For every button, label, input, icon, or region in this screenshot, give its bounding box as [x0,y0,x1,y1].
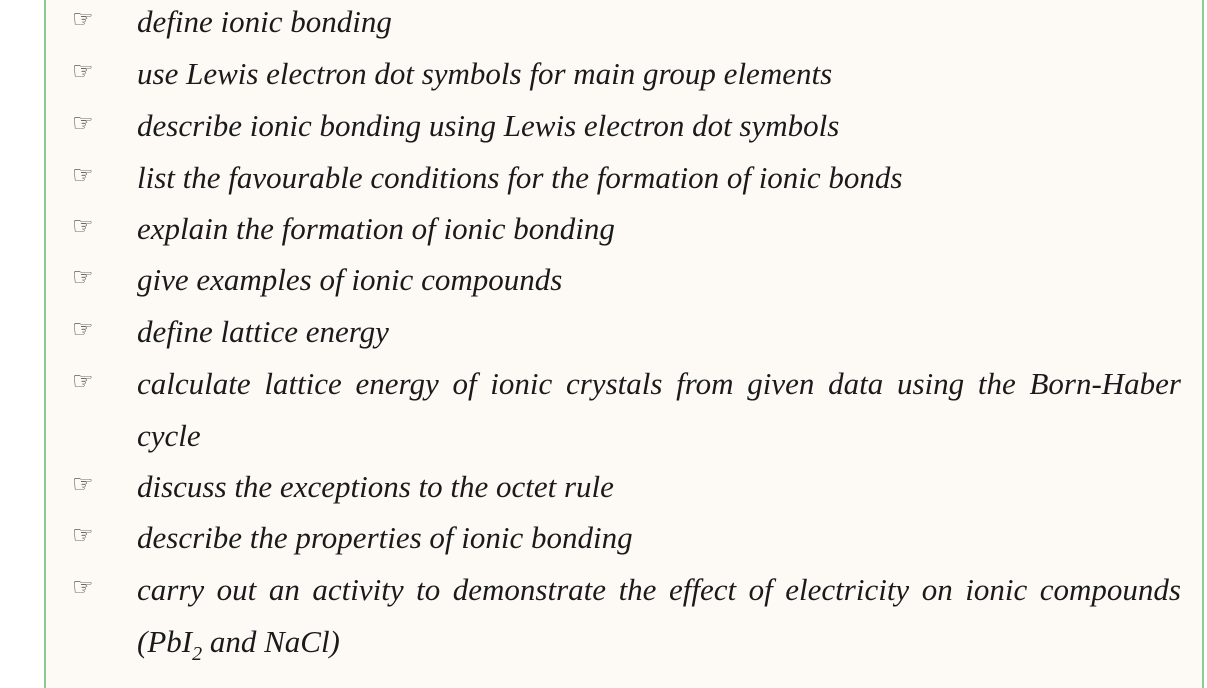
pointing-hand-icon: ☞ [72,57,94,85]
objective-text: discuss the exceptions to the octet rule [137,469,614,504]
objective-text: define lattice energy [137,314,389,349]
pointing-hand-icon: ☞ [72,212,94,240]
objective-text: list the favourable conditions for the formation of ionic bonds [137,160,903,195]
objective-text: define ionic bonding [137,4,392,39]
objective-text: describe the properties of ionic bonding [137,520,633,555]
pointing-hand-icon: ☞ [72,5,94,33]
objective-text [137,564,1181,667]
pointing-hand-icon: ☞ [72,161,94,189]
pointing-hand-icon: ☞ [72,470,94,498]
pointing-hand-icon: ☞ [72,573,94,601]
pointing-hand-icon: ☞ [72,315,94,343]
objective-text: describe ionic bonding using Lewis electron dot symbols [137,108,840,143]
pointing-hand-icon: ☞ [72,263,94,291]
objective-text-tail: and NaCl) [202,623,340,659]
pointing-hand-icon: ☞ [72,367,94,395]
objective-text: use Lewis electron dot symbols for main group elements [137,56,833,91]
pointing-hand-icon: ☞ [72,109,94,137]
objective-text: calculate lattice energy of ionic crystals from given data using the Born-Haber cycle [137,366,1181,453]
subscript: 2 [192,642,203,665]
objective-text: give examples of ionic compounds [137,262,563,297]
objectives-box [44,0,1204,688]
objective-text-main: carry out an activity to demonstrate the effect of electricity on ionic compounds (PbI [137,572,1181,659]
objective-text: explain the formation of ionic bonding [137,211,615,246]
pointing-hand-icon: ☞ [72,521,94,549]
